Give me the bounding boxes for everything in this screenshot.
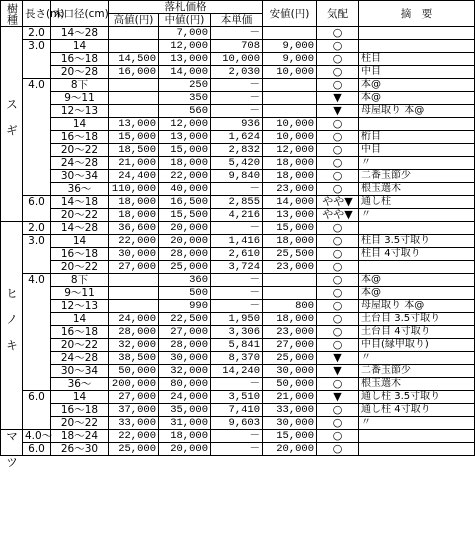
- trend-cell: ○: [317, 66, 359, 79]
- diameter-cell: 20～22: [51, 339, 109, 352]
- high-price-cell: 38,500: [109, 352, 159, 365]
- table-row: [1, 131, 475, 144]
- mid-price-cell: 20,000: [159, 235, 211, 248]
- trend-cell: ○: [317, 287, 359, 300]
- unit-price-cell: －: [211, 274, 263, 287]
- trend-cell: ○: [317, 27, 359, 40]
- summary-cell: 中目: [359, 144, 475, 157]
- mid-price-cell: 24,000: [159, 391, 211, 404]
- trend-cell: ○: [317, 131, 359, 144]
- diameter-cell: 9～11: [51, 92, 109, 105]
- table-row: [1, 261, 475, 274]
- header-species: 樹種: [1, 1, 23, 27]
- low-price-cell: 10,000: [263, 131, 317, 144]
- trend-cell: やや▼: [317, 209, 359, 222]
- trend-cell: ○: [317, 326, 359, 339]
- summary-cell: 本@: [359, 92, 475, 105]
- high-price-cell: 18,500: [109, 144, 159, 157]
- summary-cell: 二番玉節少: [359, 365, 475, 378]
- unit-price-cell: －: [211, 27, 263, 40]
- unit-price-cell: 1,624: [211, 131, 263, 144]
- unit-price-cell: 3,510: [211, 391, 263, 404]
- unit-price-cell: －: [211, 222, 263, 235]
- diameter-cell: 9～11: [51, 287, 109, 300]
- diameter-cell: 20～28: [51, 66, 109, 79]
- mid-price-cell: 22,000: [159, 170, 211, 183]
- unit-price-cell: 10,000: [211, 53, 263, 66]
- diameter-cell: 16～18: [51, 53, 109, 66]
- diameter-cell: 26～30: [51, 443, 109, 456]
- high-price-cell: [109, 300, 159, 313]
- length-cell: 2.0: [23, 222, 51, 235]
- unit-price-cell: 9,840: [211, 170, 263, 183]
- unit-price-cell: －: [211, 443, 263, 456]
- low-price-cell: 18,000: [263, 157, 317, 170]
- trend-cell: ○: [317, 170, 359, 183]
- trend-cell: ○: [317, 118, 359, 131]
- high-price-cell: 37,000: [109, 404, 159, 417]
- diameter-cell: 18～24: [51, 430, 109, 443]
- mid-price-cell: 12,000: [159, 40, 211, 53]
- mid-price-cell: 32,000: [159, 365, 211, 378]
- summary-cell: [359, 27, 475, 40]
- high-price-cell: 21,000: [109, 157, 159, 170]
- mid-price-cell: 28,000: [159, 248, 211, 261]
- table-row: [1, 300, 475, 313]
- mid-price-cell: 13,000: [159, 131, 211, 144]
- trend-cell: ▼: [317, 352, 359, 365]
- trend-cell: ○: [317, 404, 359, 417]
- mid-price-cell: 28,000: [159, 339, 211, 352]
- high-price-cell: [109, 40, 159, 53]
- table-row: [1, 404, 475, 417]
- unit-price-cell: －: [211, 287, 263, 300]
- summary-cell: 〃: [359, 352, 475, 365]
- summary-cell: 柱目 4寸取り: [359, 248, 475, 261]
- table-row: [1, 378, 475, 391]
- high-price-cell: 22,000: [109, 235, 159, 248]
- species-matsu: マツ: [1, 430, 23, 456]
- mid-price-cell: 22,500: [159, 313, 211, 326]
- length-cell: 4.0～: [23, 430, 51, 443]
- low-price-cell: 23,000: [263, 261, 317, 274]
- summary-cell: [359, 40, 475, 53]
- low-price-cell: 15,000: [263, 430, 317, 443]
- summary-cell: [359, 261, 475, 274]
- trend-cell: ▼: [317, 365, 359, 378]
- length-cell: 6.0: [23, 196, 51, 222]
- mid-price-cell: 500: [159, 287, 211, 300]
- mid-price-cell: 15,000: [159, 144, 211, 157]
- diameter-cell: 14: [51, 40, 109, 53]
- trend-cell: ○: [317, 300, 359, 313]
- mid-price-cell: 560: [159, 105, 211, 118]
- low-price-cell: 14,000: [263, 196, 317, 209]
- summary-cell: 二番玉節少: [359, 170, 475, 183]
- summary-cell: 根玉選木: [359, 378, 475, 391]
- high-price-cell: 22,000: [109, 430, 159, 443]
- table-row: [1, 274, 475, 287]
- mid-price-cell: 80,000: [159, 378, 211, 391]
- diameter-cell: 16～18: [51, 131, 109, 144]
- summary-cell: [359, 443, 475, 456]
- summary-cell: 中目: [359, 66, 475, 79]
- trend-cell: ▼: [317, 92, 359, 105]
- high-price-cell: 13,000: [109, 118, 159, 131]
- summary-cell: 通し柱 3.5寸取り: [359, 391, 475, 404]
- mid-price-cell: 31,000: [159, 417, 211, 430]
- trend-cell: ○: [317, 339, 359, 352]
- table-row: [1, 66, 475, 79]
- unit-price-cell: 1,416: [211, 235, 263, 248]
- table-row: [1, 157, 475, 170]
- diameter-cell: 14: [51, 313, 109, 326]
- summary-cell: 通し柱: [359, 196, 475, 209]
- unit-price-cell: －: [211, 300, 263, 313]
- trend-cell: ○: [317, 157, 359, 170]
- mid-price-cell: 15,500: [159, 209, 211, 222]
- table-row: [1, 248, 475, 261]
- high-price-cell: [109, 92, 159, 105]
- high-price-cell: 32,000: [109, 339, 159, 352]
- high-price-cell: [109, 27, 159, 40]
- low-price-cell: 20,000: [263, 443, 317, 456]
- high-price-cell: 14,500: [109, 53, 159, 66]
- unit-price-cell: －: [211, 105, 263, 118]
- diameter-cell: 14: [51, 391, 109, 404]
- trend-cell: ○: [317, 183, 359, 196]
- summary-cell: 中目(縁甲取り): [359, 339, 475, 352]
- high-price-cell: [109, 79, 159, 92]
- unit-price-cell: 3,724: [211, 261, 263, 274]
- mid-price-cell: 13,000: [159, 53, 211, 66]
- trend-cell: ○: [317, 443, 359, 456]
- table-row: [1, 118, 475, 131]
- table-row: [1, 170, 475, 183]
- low-price-cell: 50,000: [263, 378, 317, 391]
- high-price-cell: 36,600: [109, 222, 159, 235]
- high-price-cell: 30,000: [109, 248, 159, 261]
- table-row: [1, 92, 475, 105]
- unit-price-cell: 4,216: [211, 209, 263, 222]
- high-price-cell: 15,000: [109, 131, 159, 144]
- unit-price-cell: －: [211, 92, 263, 105]
- low-price-cell: 13,000: [263, 209, 317, 222]
- unit-price-cell: －: [211, 378, 263, 391]
- low-price-cell: 800: [263, 300, 317, 313]
- table-row: [1, 79, 475, 92]
- summary-cell: 通し柱 4寸取り: [359, 404, 475, 417]
- length-cell: 2.0: [23, 27, 51, 40]
- table-row: [1, 443, 475, 456]
- high-price-cell: 28,000: [109, 326, 159, 339]
- table-body: [1, 26, 475, 482]
- high-price-cell: 18,000: [109, 209, 159, 222]
- low-price-cell: [263, 287, 317, 300]
- summary-cell: 〃: [359, 209, 475, 222]
- low-price-cell: 33,000: [263, 404, 317, 417]
- trend-cell: ○: [317, 417, 359, 430]
- diameter-cell: 20～22: [51, 261, 109, 274]
- trend-cell: ○: [317, 144, 359, 157]
- diameter-cell: 14～28: [51, 222, 109, 235]
- table-row: [1, 287, 475, 300]
- mid-price-cell: 360: [159, 274, 211, 287]
- table-row: [1, 313, 475, 326]
- high-price-cell: 16,000: [109, 66, 159, 79]
- mid-price-cell: 18,000: [159, 157, 211, 170]
- low-price-cell: 23,000: [263, 183, 317, 196]
- unit-price-cell: 5,420: [211, 157, 263, 170]
- low-price-cell: 12,000: [263, 144, 317, 157]
- summary-cell: [359, 222, 475, 235]
- unit-price-cell: 2,030: [211, 66, 263, 79]
- high-price-cell: 24,000: [109, 313, 159, 326]
- mid-price-cell: 990: [159, 300, 211, 313]
- table-row: [1, 430, 475, 443]
- diameter-cell: 14: [51, 235, 109, 248]
- summary-cell: 母屋取り 本@: [359, 105, 475, 118]
- summary-cell: [359, 430, 475, 443]
- header-mid: 中値(円): [159, 14, 211, 27]
- unit-price-cell: 708: [211, 40, 263, 53]
- summary-cell: 柱目: [359, 53, 475, 66]
- diameter-cell: 8下: [51, 274, 109, 287]
- unit-price-cell: 1,950: [211, 313, 263, 326]
- unit-price-cell: 9,603: [211, 417, 263, 430]
- diameter-cell: 16～18: [51, 326, 109, 339]
- high-price-cell: [109, 287, 159, 300]
- diameter-cell: 20～22: [51, 209, 109, 222]
- unit-price-cell: －: [211, 79, 263, 92]
- mid-price-cell: 250: [159, 79, 211, 92]
- summary-cell: 土台目 4寸取り: [359, 326, 475, 339]
- trend-cell: ○: [317, 261, 359, 274]
- diameter-cell: 14: [51, 118, 109, 131]
- mid-price-cell: 18,000: [159, 430, 211, 443]
- unit-price-cell: 7,410: [211, 404, 263, 417]
- high-price-cell: 24,400: [109, 170, 159, 183]
- trend-cell: ○: [317, 248, 359, 261]
- table-row: [1, 144, 475, 157]
- unit-price-cell: 8,370: [211, 352, 263, 365]
- summary-cell: 本@: [359, 287, 475, 300]
- trend-cell: ○: [317, 235, 359, 248]
- low-price-cell: 21,000: [263, 391, 317, 404]
- header-length: 長さ(m): [23, 1, 51, 27]
- mid-price-cell: 14,000: [159, 66, 211, 79]
- summary-cell: 土台目 3.5寸取り: [359, 313, 475, 326]
- diameter-cell: 12～13: [51, 105, 109, 118]
- length-cell: 6.0: [23, 391, 51, 430]
- low-price-cell: 25,500: [263, 248, 317, 261]
- high-price-cell: 50,000: [109, 365, 159, 378]
- table-row: [1, 365, 475, 378]
- diameter-cell: 36～: [51, 183, 109, 196]
- mid-price-cell: 16,500: [159, 196, 211, 209]
- unit-price-cell: 2,832: [211, 144, 263, 157]
- table-row: [1, 27, 475, 40]
- mid-price-cell: 40,000: [159, 183, 211, 196]
- unit-price-cell: 3,306: [211, 326, 263, 339]
- header-high: 高値(円): [109, 14, 159, 27]
- diameter-cell: 20～22: [51, 417, 109, 430]
- mid-price-cell: 20,000: [159, 222, 211, 235]
- trend-cell: ○: [317, 79, 359, 92]
- diameter-cell: 16～18: [51, 404, 109, 417]
- summary-cell: 母屋取り 本@: [359, 300, 475, 313]
- diameter-cell: 16～18: [51, 248, 109, 261]
- low-price-cell: [263, 274, 317, 287]
- table-row: [1, 105, 475, 118]
- unit-price-cell: 936: [211, 118, 263, 131]
- diameter-cell: 14～28: [51, 27, 109, 40]
- summary-cell: 桁目: [359, 131, 475, 144]
- high-price-cell: 200,000: [109, 378, 159, 391]
- summary-cell: 柱目 3.5寸取り: [359, 235, 475, 248]
- low-price-cell: 10,000: [263, 118, 317, 131]
- low-price-cell: [263, 105, 317, 118]
- diameter-cell: 24～28: [51, 157, 109, 170]
- mid-price-cell: 7,000: [159, 27, 211, 40]
- species-hinoki: ヒノキ: [1, 222, 23, 430]
- summary-cell: 〃: [359, 417, 475, 430]
- diameter-cell: 14～18: [51, 196, 109, 209]
- table-row: [1, 235, 475, 248]
- header-trend: 気配: [317, 1, 359, 27]
- unit-price-cell: －: [211, 183, 263, 196]
- low-price-cell: [263, 79, 317, 92]
- low-price-cell: 9,000: [263, 53, 317, 66]
- trend-cell: ○: [317, 222, 359, 235]
- low-price-cell: 23,000: [263, 326, 317, 339]
- table-row: [1, 196, 475, 209]
- high-price-cell: 27,000: [109, 261, 159, 274]
- trend-cell: ○: [317, 53, 359, 66]
- unit-price-cell: 2,610: [211, 248, 263, 261]
- table-row: [1, 53, 475, 66]
- summary-cell: 本@: [359, 274, 475, 287]
- table-row: [1, 417, 475, 430]
- high-price-cell: [109, 274, 159, 287]
- table-row: [1, 339, 475, 352]
- table-row: [1, 391, 475, 404]
- low-price-cell: 27,000: [263, 339, 317, 352]
- mid-price-cell: 30,000: [159, 352, 211, 365]
- low-price-cell: 15,000: [263, 222, 317, 235]
- unit-price-cell: 2,855: [211, 196, 263, 209]
- diameter-cell: 30～34: [51, 365, 109, 378]
- diameter-cell: 30～34: [51, 170, 109, 183]
- low-price-cell: 18,000: [263, 313, 317, 326]
- header-unit: 本単価: [211, 14, 263, 27]
- summary-cell: 〃: [359, 157, 475, 170]
- header-row-1: [1, 1, 475, 14]
- mid-price-cell: 35,000: [159, 404, 211, 417]
- table-row: [1, 222, 475, 235]
- diameter-cell: 20～22: [51, 144, 109, 157]
- table-row: [1, 40, 475, 53]
- unit-price-cell: 14,240: [211, 365, 263, 378]
- trend-cell: ○: [317, 378, 359, 391]
- length-cell: 3.0: [23, 40, 51, 79]
- summary-cell: 根玉選木: [359, 183, 475, 196]
- low-price-cell: 9,000: [263, 40, 317, 53]
- trend-cell: ○: [317, 430, 359, 443]
- length-cell: 6.0: [23, 443, 51, 456]
- mid-price-cell: 12,000: [159, 118, 211, 131]
- low-price-cell: 30,000: [263, 417, 317, 430]
- trend-cell: ○: [317, 40, 359, 53]
- diameter-cell: 12～13: [51, 300, 109, 313]
- low-price-cell: 25,000: [263, 352, 317, 365]
- low-price-cell: [263, 27, 317, 40]
- table-row: [1, 326, 475, 339]
- mid-price-cell: 350: [159, 92, 211, 105]
- diameter-cell: 36～: [51, 378, 109, 391]
- mid-price-cell: 27,000: [159, 326, 211, 339]
- header-summary: 摘 要: [359, 1, 475, 27]
- table-row: [1, 183, 475, 196]
- summary-cell: 本@: [359, 79, 475, 92]
- high-price-cell: 33,000: [109, 417, 159, 430]
- header-diameter: 末口径(cm): [51, 1, 109, 27]
- header-bid-price: 落札価格: [109, 1, 263, 14]
- trend-cell: ○: [317, 313, 359, 326]
- length-cell: 4.0: [23, 274, 51, 391]
- low-price-cell: 10,000: [263, 66, 317, 79]
- header-low: 安値(円): [263, 1, 317, 27]
- low-price-cell: 18,000: [263, 170, 317, 183]
- low-price-cell: 18,000: [263, 235, 317, 248]
- table-row: [1, 209, 475, 222]
- summary-cell: [359, 118, 475, 131]
- diameter-cell: 24～28: [51, 352, 109, 365]
- diameter-cell: 8下: [51, 79, 109, 92]
- species-sugi: スギ: [1, 27, 23, 222]
- low-price-cell: 30,000: [263, 365, 317, 378]
- table-row: [1, 352, 475, 365]
- mid-price-cell: 25,000: [159, 261, 211, 274]
- high-price-cell: 27,000: [109, 391, 159, 404]
- unit-price-cell: 5,841: [211, 339, 263, 352]
- low-price-cell: [263, 92, 317, 105]
- high-price-cell: 18,000: [109, 196, 159, 209]
- high-price-cell: [109, 105, 159, 118]
- high-price-cell: 25,000: [109, 443, 159, 456]
- trend-cell: やや▼: [317, 196, 359, 209]
- high-price-cell: 110,000: [109, 183, 159, 196]
- trend-cell: ○: [317, 274, 359, 287]
- trend-cell: ▼: [317, 391, 359, 404]
- mid-price-cell: 20,000: [159, 443, 211, 456]
- trend-cell: ▼: [317, 105, 359, 118]
- length-cell: 4.0: [23, 79, 51, 196]
- length-cell: 3.0: [23, 235, 51, 274]
- unit-price-cell: －: [211, 430, 263, 443]
